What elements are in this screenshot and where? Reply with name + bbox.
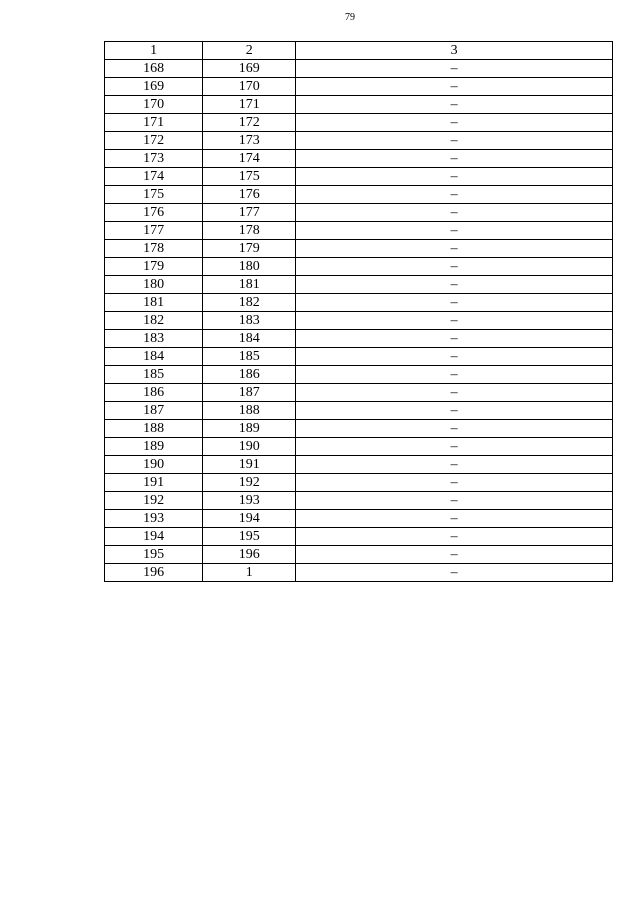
table-row xyxy=(105,564,613,582)
table-row xyxy=(105,528,613,546)
cell-col-3: – xyxy=(296,366,613,384)
cell-col-1: 191 xyxy=(105,474,203,492)
cell-col-2: 181 xyxy=(203,276,296,294)
cell-col-3: – xyxy=(296,438,613,456)
table-row xyxy=(105,114,613,132)
cell-col-1: 173 xyxy=(105,150,203,168)
table-row xyxy=(105,78,613,96)
cell-col-1: 194 xyxy=(105,528,203,546)
cell-col-1: 178 xyxy=(105,240,203,258)
cell-col-2: 186 xyxy=(203,366,296,384)
table-row xyxy=(105,402,613,420)
table-row xyxy=(105,312,613,330)
table-row xyxy=(105,276,613,294)
cell-col-1: 188 xyxy=(105,420,203,438)
cell-col-2: 180 xyxy=(203,258,296,276)
cell-col-1: 196 xyxy=(105,564,203,582)
cell-col-3: – xyxy=(296,546,613,564)
column-header-1: 1 xyxy=(105,42,203,60)
cell-col-1: 187 xyxy=(105,402,203,420)
table-header-row xyxy=(105,42,613,60)
table-row xyxy=(105,546,613,564)
cell-col-3: – xyxy=(296,312,613,330)
cell-col-2: 169 xyxy=(203,60,296,78)
cell-col-3: – xyxy=(296,348,613,366)
cell-col-1: 185 xyxy=(105,366,203,384)
cell-col-1: 170 xyxy=(105,96,203,114)
table-row xyxy=(105,348,613,366)
cell-col-3: – xyxy=(296,528,613,546)
cell-col-1: 192 xyxy=(105,492,203,510)
cell-col-3: – xyxy=(296,402,613,420)
cell-col-1: 186 xyxy=(105,384,203,402)
table-row xyxy=(105,222,613,240)
cell-col-1: 181 xyxy=(105,294,203,312)
cell-col-3: – xyxy=(296,60,613,78)
cell-col-2: 177 xyxy=(203,204,296,222)
cell-col-3: – xyxy=(296,78,613,96)
cell-col-2: 173 xyxy=(203,132,296,150)
cell-col-3: – xyxy=(296,258,613,276)
cell-col-3: – xyxy=(296,114,613,132)
cell-col-1: 193 xyxy=(105,510,203,528)
cell-col-2: 190 xyxy=(203,438,296,456)
cell-col-3: – xyxy=(296,150,613,168)
table-row xyxy=(105,420,613,438)
cell-col-2: 170 xyxy=(203,78,296,96)
cell-col-2: 192 xyxy=(203,474,296,492)
cell-col-2: 175 xyxy=(203,168,296,186)
table-row xyxy=(105,132,613,150)
cell-col-1: 180 xyxy=(105,276,203,294)
cell-col-3: – xyxy=(296,276,613,294)
cell-col-3: – xyxy=(296,492,613,510)
table-row xyxy=(105,204,613,222)
table-row xyxy=(105,456,613,474)
cell-col-3: – xyxy=(296,168,613,186)
table-row xyxy=(105,168,613,186)
cell-col-2: 189 xyxy=(203,420,296,438)
table-row xyxy=(105,150,613,168)
cell-col-2: 187 xyxy=(203,384,296,402)
cell-col-1: 175 xyxy=(105,186,203,204)
cell-col-1: 172 xyxy=(105,132,203,150)
cell-col-2: 184 xyxy=(203,330,296,348)
cell-col-1: 177 xyxy=(105,222,203,240)
cell-col-3: – xyxy=(296,456,613,474)
cell-col-2: 193 xyxy=(203,492,296,510)
cell-col-2: 183 xyxy=(203,312,296,330)
data-table xyxy=(104,41,613,582)
table-row xyxy=(105,492,613,510)
cell-col-2: 172 xyxy=(203,114,296,132)
cell-col-3: – xyxy=(296,420,613,438)
table-row xyxy=(105,240,613,258)
cell-col-1: 190 xyxy=(105,456,203,474)
table-row xyxy=(105,294,613,312)
cell-col-2: 176 xyxy=(203,186,296,204)
column-header-2: 2 xyxy=(203,42,296,60)
table-row xyxy=(105,510,613,528)
cell-col-2: 178 xyxy=(203,222,296,240)
cell-col-3: – xyxy=(296,222,613,240)
cell-col-1: 168 xyxy=(105,60,203,78)
cell-col-2: 188 xyxy=(203,402,296,420)
cell-col-3: – xyxy=(296,132,613,150)
cell-col-1: 169 xyxy=(105,78,203,96)
cell-col-1: 195 xyxy=(105,546,203,564)
column-header-3: 3 xyxy=(296,42,613,60)
table-row xyxy=(105,60,613,78)
cell-col-2: 182 xyxy=(203,294,296,312)
cell-col-3: – xyxy=(296,384,613,402)
cell-col-3: – xyxy=(296,240,613,258)
cell-col-3: – xyxy=(296,510,613,528)
cell-col-1: 184 xyxy=(105,348,203,366)
cell-col-3: – xyxy=(296,564,613,582)
cell-col-1: 182 xyxy=(105,312,203,330)
cell-col-2: 174 xyxy=(203,150,296,168)
cell-col-2: 179 xyxy=(203,240,296,258)
table-row xyxy=(105,96,613,114)
cell-col-2: 185 xyxy=(203,348,296,366)
cell-col-2: 191 xyxy=(203,456,296,474)
cell-col-3: – xyxy=(296,96,613,114)
table-row xyxy=(105,474,613,492)
cell-col-1: 189 xyxy=(105,438,203,456)
table-row xyxy=(105,366,613,384)
cell-col-3: – xyxy=(296,294,613,312)
cell-col-1: 171 xyxy=(105,114,203,132)
page-number: 79 xyxy=(345,12,355,23)
cell-col-1: 179 xyxy=(105,258,203,276)
cell-col-1: 174 xyxy=(105,168,203,186)
cell-col-2: 171 xyxy=(203,96,296,114)
cell-col-1: 183 xyxy=(105,330,203,348)
cell-col-1: 176 xyxy=(105,204,203,222)
table-row xyxy=(105,330,613,348)
cell-col-3: – xyxy=(296,330,613,348)
table-row xyxy=(105,186,613,204)
cell-col-2: 194 xyxy=(203,510,296,528)
table-body xyxy=(105,42,613,582)
cell-col-2: 1 xyxy=(203,564,296,582)
cell-col-3: – xyxy=(296,204,613,222)
cell-col-2: 195 xyxy=(203,528,296,546)
table-row xyxy=(105,258,613,276)
table-row xyxy=(105,438,613,456)
cell-col-3: – xyxy=(296,474,613,492)
cell-col-3: – xyxy=(296,186,613,204)
cell-col-2: 196 xyxy=(203,546,296,564)
table-row xyxy=(105,384,613,402)
